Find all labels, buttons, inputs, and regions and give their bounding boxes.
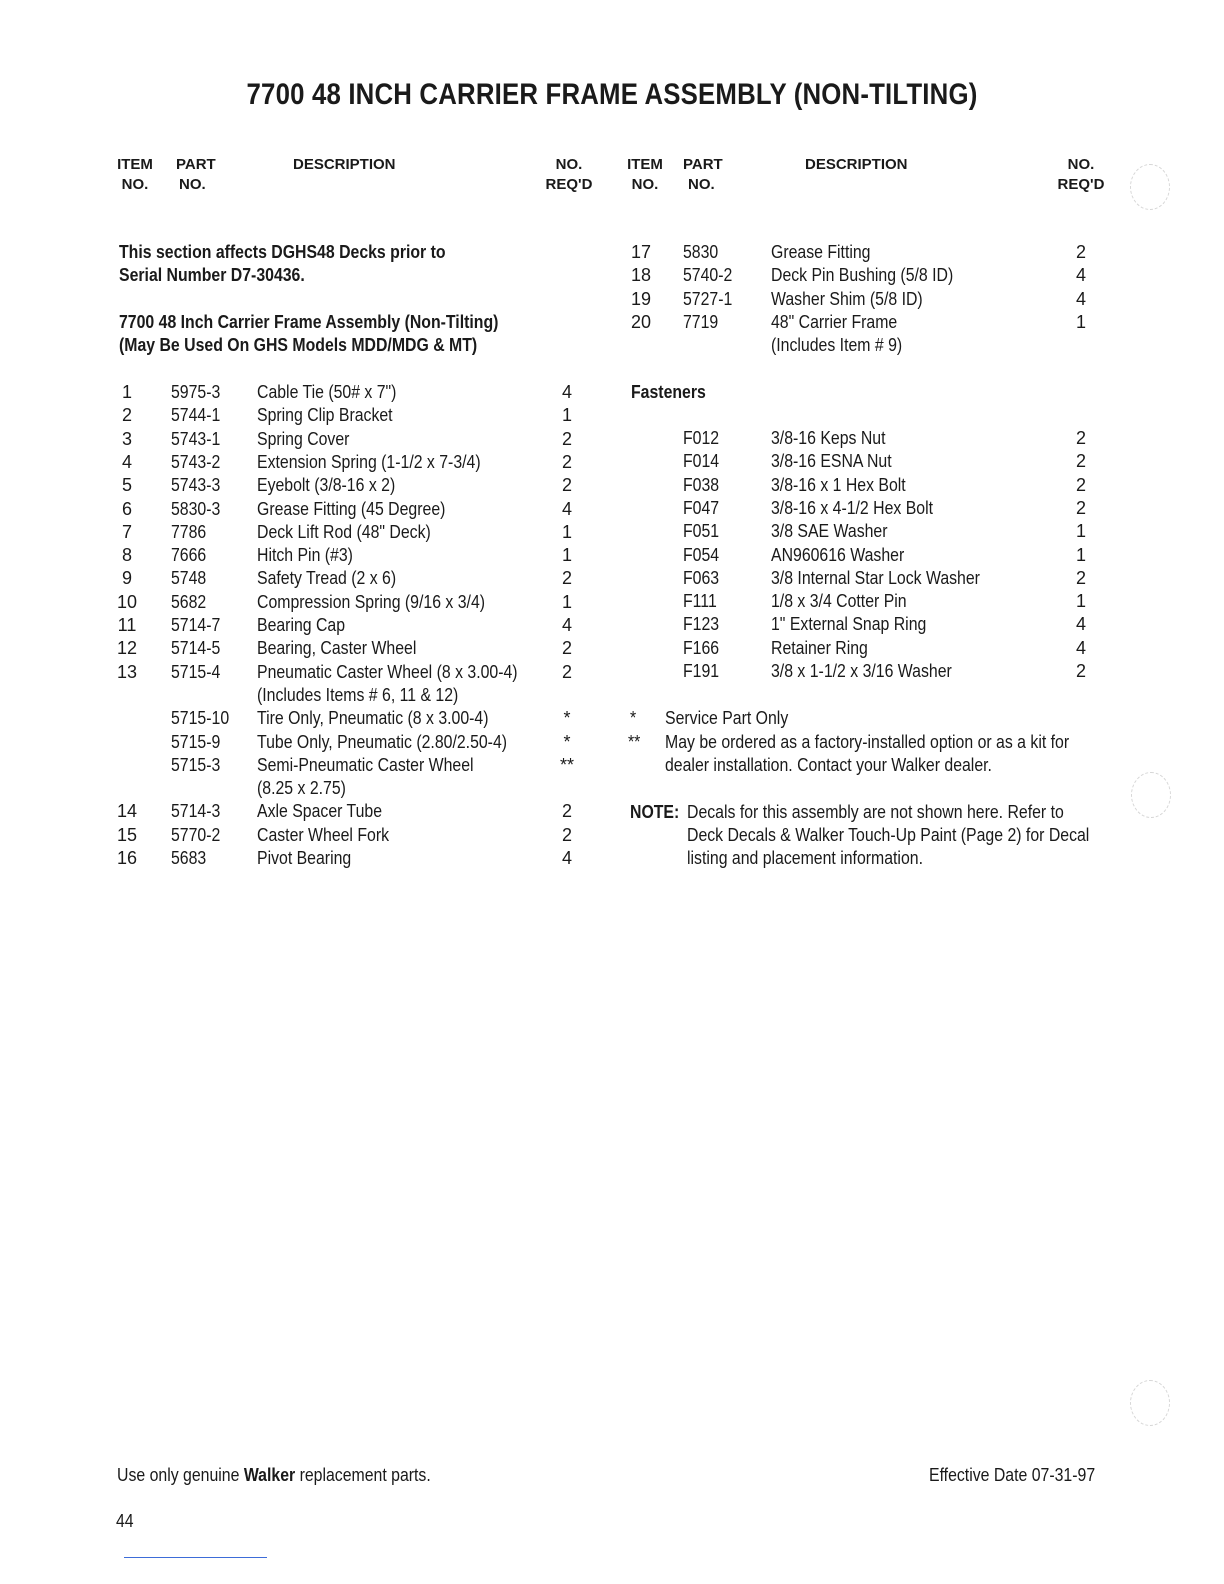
item-number: 6 xyxy=(121,498,132,519)
header-qty-right xyxy=(1056,155,1106,195)
part-description: Grease Fitting xyxy=(771,242,871,262)
fastener-description: 3/8-16 x 1 Hex Bolt xyxy=(771,474,906,495)
item-number: 7 xyxy=(121,521,132,542)
fastener-part-number: F191 xyxy=(683,661,720,681)
header-label: PART xyxy=(176,156,216,173)
quantity: 4 xyxy=(1075,288,1086,309)
item-number: 5 xyxy=(121,475,132,496)
header-label: NO. xyxy=(688,176,715,193)
quantity: 2 xyxy=(561,824,572,845)
footer-brand: Walker xyxy=(243,1465,296,1485)
part-description: Bearing Cap xyxy=(257,615,346,635)
quantity: 1 xyxy=(1075,591,1086,612)
item-number: 12 xyxy=(116,638,138,659)
part-description: Grease Fitting (45 Degree) xyxy=(257,498,446,519)
part-number: 5740-2 xyxy=(683,265,733,286)
header-label: PART xyxy=(683,156,723,173)
part-description: Bearing, Caster Wheel xyxy=(257,638,417,659)
part-number: 5714-5 xyxy=(171,638,221,659)
part-description: Caster Wheel Fork xyxy=(257,824,390,845)
part-description: 48" Carrier Frame xyxy=(771,311,898,332)
fastener-part-number: F051 xyxy=(683,521,720,542)
header-qty-left xyxy=(544,155,594,195)
header-label: REQ'D xyxy=(1057,176,1105,193)
item-number: 9 xyxy=(121,568,132,589)
header-item-no-right xyxy=(622,155,668,195)
note-text: listing and placement information. xyxy=(687,848,923,868)
part-description: Axle Spacer Tube xyxy=(257,801,383,822)
part-description: Pivot Bearing xyxy=(257,848,352,868)
fastener-description: 3/8 SAE Washer xyxy=(771,521,888,542)
part-description: Eyebolt (3/8-16 x 2) xyxy=(257,475,396,496)
fastener-description: 3/8-16 ESNA Nut xyxy=(771,451,892,472)
quantity: 4 xyxy=(561,615,572,635)
part-description: Extension Spring (1-1/2 x 7-3/4) xyxy=(257,451,481,472)
quantity: 2 xyxy=(1075,428,1086,448)
part-number: 7666 xyxy=(171,545,207,566)
header-label: NO. xyxy=(555,156,583,173)
quantity: 2 xyxy=(561,428,572,449)
part-number: 5743-1 xyxy=(171,428,221,449)
part-number: 5830-3 xyxy=(171,498,221,519)
footer-notice xyxy=(117,1465,431,1486)
quantity: 1 xyxy=(1075,544,1086,565)
fastener-part-number: F166 xyxy=(683,637,720,658)
note-label: NOTE: xyxy=(630,802,680,822)
part-number: 5975-3 xyxy=(171,382,221,402)
part-description: Pneumatic Caster Wheel (8 x 3.00-4) xyxy=(257,661,518,682)
item-number: 11 xyxy=(117,615,137,635)
item-number: 1 xyxy=(121,382,132,402)
part-description: Spring Cover xyxy=(257,428,350,449)
note-text: Service Part Only xyxy=(665,708,789,728)
binder-hole xyxy=(1131,772,1171,818)
part-number: 5715-4 xyxy=(171,661,221,682)
part-number: 5743-2 xyxy=(171,451,221,472)
item-number: 17 xyxy=(630,242,652,262)
fastener-part-number: F111 xyxy=(683,591,717,612)
effective-date: Effective Date 07-31-97 xyxy=(929,1465,1096,1485)
quantity: 2 xyxy=(1075,661,1086,681)
note-text: Deck Decals & Walker Touch-Up Paint (Page 2) for Decal xyxy=(687,825,1090,845)
fastener-part-number: F047 xyxy=(683,497,720,518)
item-number: 16 xyxy=(116,848,138,868)
part-number: 5743-3 xyxy=(171,475,221,496)
item-number: 15 xyxy=(116,824,138,845)
part-number: 5682 xyxy=(171,591,207,612)
fastener-description: AN960616 Washer xyxy=(771,544,905,565)
quantity: 4 xyxy=(1075,265,1086,286)
header-label: ITEM xyxy=(627,156,663,173)
quantity: 2 xyxy=(1075,242,1086,262)
intro-line: 7700 48 Inch Carrier Frame Assembly (Non-Tilting) xyxy=(119,312,499,332)
binder-hole xyxy=(1130,164,1170,210)
part-description: Washer Shim (5/8 ID) xyxy=(771,288,923,309)
quantity: 2 xyxy=(1075,474,1086,495)
item-number: 18 xyxy=(630,265,652,286)
part-description: (8.25 x 2.75) xyxy=(257,778,346,799)
quantity: 1 xyxy=(561,591,572,612)
quantity: 4 xyxy=(561,498,572,519)
part-description: (Includes Items # 6, 11 & 12) xyxy=(257,684,459,705)
part-number: 5715-10 xyxy=(171,708,230,729)
header-label: ITEM xyxy=(117,156,153,173)
item-number: 2 xyxy=(121,405,132,426)
quantity: * xyxy=(563,708,571,729)
quantity: 2 xyxy=(561,638,572,659)
header-label: REQ'D xyxy=(545,176,593,193)
part-number: 5830 xyxy=(683,242,719,262)
part-description: Hitch Pin (#3) xyxy=(257,545,353,566)
part-number: 5714-3 xyxy=(171,801,221,822)
fastener-part-number: F038 xyxy=(683,474,720,495)
quantity: 1 xyxy=(1075,311,1086,332)
note-text: dealer installation. Contact your Walker dealer. xyxy=(665,755,992,775)
quantity: 2 xyxy=(1075,567,1086,588)
header-part-no-left xyxy=(176,155,216,195)
fasteners-heading: Fasteners xyxy=(631,382,706,402)
note-text: May be ordered as a factory-installed option or as a kit for xyxy=(665,732,1070,752)
quantity: 2 xyxy=(561,661,572,682)
fastener-part-number: F123 xyxy=(683,614,720,635)
footer-text: Use only genuine xyxy=(117,1465,244,1485)
fastener-description: Retainer Ring xyxy=(771,637,868,658)
item-number: 14 xyxy=(116,801,138,822)
part-description: Deck Pin Bushing (5/8 ID) xyxy=(771,265,954,286)
item-number: 10 xyxy=(116,591,138,612)
part-description: Deck Lift Rod (48" Deck) xyxy=(257,521,431,542)
page-title: 7700 48 INCH CARRIER FRAME ASSEMBLY (NON-TILTING) xyxy=(246,78,978,111)
page-number: 44 xyxy=(116,1511,134,1531)
header-label: NO. xyxy=(179,176,206,193)
header-label: NO. xyxy=(631,176,659,193)
header-part-no-right xyxy=(683,155,723,195)
part-number: 7719 xyxy=(683,311,719,332)
quantity: 1 xyxy=(561,521,572,542)
part-number: 5683 xyxy=(171,848,207,868)
part-description: Tire Only, Pneumatic (8 x 3.00-4) xyxy=(257,708,489,729)
intro-line: (May Be Used On GHS Models MDD/MDG & MT) xyxy=(119,335,478,355)
fastener-description: 3/8-16 x 4-1/2 Hex Bolt xyxy=(771,497,934,518)
fastener-part-number: F054 xyxy=(683,544,720,565)
part-description: Spring Clip Bracket xyxy=(257,405,393,426)
intro-line: This section affects DGHS48 Decks prior to xyxy=(119,242,446,262)
part-number: 5727-1 xyxy=(683,288,733,309)
item-number: 3 xyxy=(121,428,132,449)
quantity: 4 xyxy=(1075,614,1086,635)
part-number: 5715-3 xyxy=(171,754,221,775)
quantity: 1 xyxy=(561,405,572,426)
part-number: 5714-7 xyxy=(171,615,221,635)
quantity: * xyxy=(563,731,571,752)
header-description-left: DESCRIPTION xyxy=(293,156,396,173)
part-description: Semi-Pneumatic Caster Wheel xyxy=(257,754,474,775)
header-description-right: DESCRIPTION xyxy=(805,156,908,173)
header-label: NO. xyxy=(121,176,149,193)
quantity: 1 xyxy=(1075,521,1086,542)
part-description: Compression Spring (9/16 x 3/4) xyxy=(257,591,486,612)
fastener-description: 3/8 x 1-1/2 x 3/16 Washer xyxy=(771,661,952,681)
quantity: ** xyxy=(559,754,574,775)
item-number: 19 xyxy=(630,288,652,309)
part-description: (Includes Item # 9) xyxy=(771,335,903,356)
footer-text: replacement parts. xyxy=(295,1465,431,1485)
header-item-no-left xyxy=(112,155,158,195)
quantity: 2 xyxy=(561,801,572,822)
quantity: 4 xyxy=(1075,637,1086,658)
item-number: 13 xyxy=(116,661,138,682)
part-number: 7786 xyxy=(171,521,207,542)
binder-hole xyxy=(1130,1380,1170,1426)
part-description: Tube Only, Pneumatic (2.80/2.50-4) xyxy=(257,731,508,752)
quantity: 4 xyxy=(561,382,572,402)
fastener-description: 1/8 x 3/4 Cotter Pin xyxy=(771,591,907,612)
quantity: 2 xyxy=(1075,451,1086,472)
fastener-description: 3/8-16 Keps Nut xyxy=(771,428,886,448)
note-text: Decals for this assembly are not shown here. Refer to xyxy=(687,802,1064,822)
part-description: Cable Tie (50# x 7") xyxy=(257,382,397,402)
note-symbol: ** xyxy=(628,732,641,752)
quantity: 4 xyxy=(561,848,572,868)
fastener-part-number: F012 xyxy=(683,428,720,448)
quantity: 2 xyxy=(561,568,572,589)
part-description: Safety Tread (2 x 6) xyxy=(257,568,397,589)
link-underline xyxy=(124,1557,267,1558)
part-number: 5748 xyxy=(171,568,207,589)
fastener-part-number: F063 xyxy=(683,567,720,588)
fastener-part-number: F014 xyxy=(683,451,720,472)
item-number: 4 xyxy=(121,451,132,472)
note-symbol: * xyxy=(630,708,637,728)
fastener-description: 1" External Snap Ring xyxy=(771,614,927,635)
quantity: 2 xyxy=(561,475,572,496)
intro-line: Serial Number D7-30436. xyxy=(119,265,305,285)
quantity: 2 xyxy=(1075,497,1086,518)
item-number: 8 xyxy=(121,545,132,566)
part-number: 5744-1 xyxy=(171,405,221,426)
part-number: 5715-9 xyxy=(171,731,221,752)
item-number: 20 xyxy=(630,311,652,332)
part-number: 5770-2 xyxy=(171,824,221,845)
fastener-description: 3/8 Internal Star Lock Washer xyxy=(771,567,980,588)
quantity: 1 xyxy=(561,545,572,566)
quantity: 2 xyxy=(561,451,572,472)
header-label: NO. xyxy=(1067,156,1095,173)
